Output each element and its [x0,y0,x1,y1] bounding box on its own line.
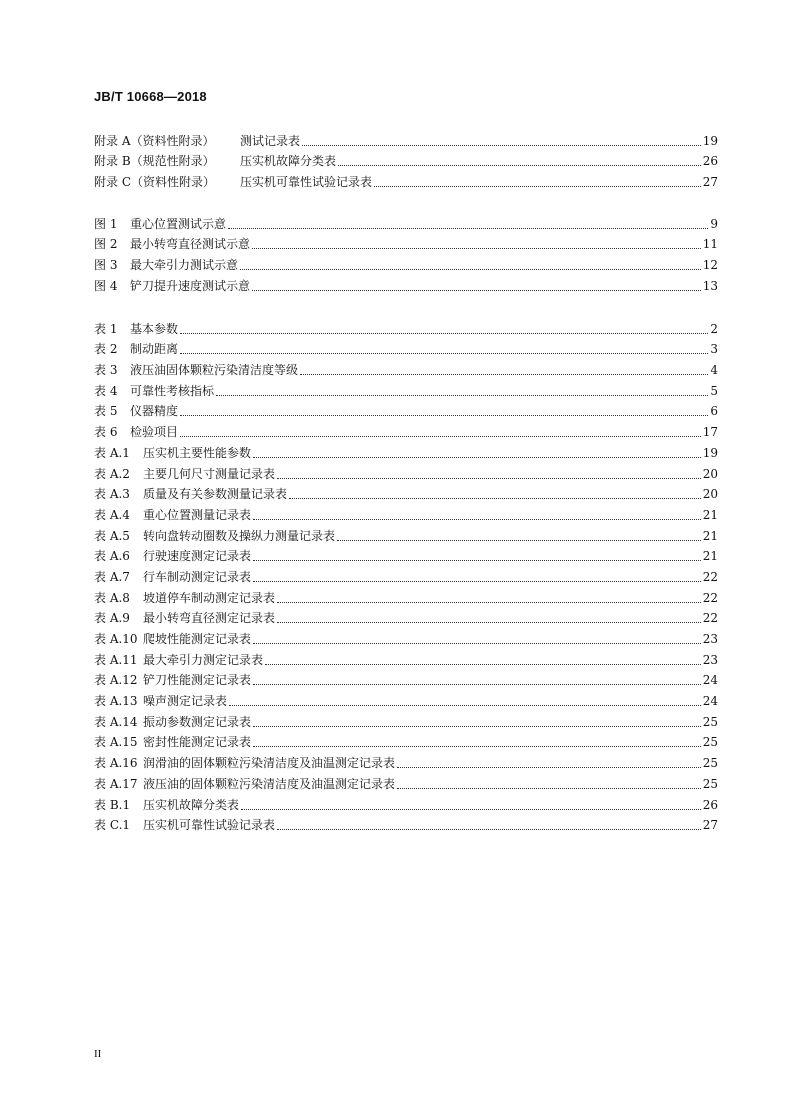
toc-entry-page: 4 [710,363,718,378]
toc-entry-title: 制动距离 [130,342,179,357]
toc-entry[interactable] [94,168,718,189]
toc-entry-title: 行驶速度测定记录表 [143,549,252,564]
toc-entry-page: 11 [702,237,718,252]
leader-dots [253,559,701,561]
toc-entry-title: 噪声测定记录表 [143,694,228,709]
toc-entry-label: 表 2 [94,342,118,357]
toc-entry-title: 仪器精度 [130,404,179,419]
toc-entry-label: 表 A.11 [94,652,138,667]
toc-entry-page: 22 [702,569,718,584]
toc-entry-page: 17 [702,425,718,440]
toc-entry-label: 表 3 [94,363,118,378]
toc-entry-label: 图 3 [94,258,118,273]
leader-dots [180,435,701,437]
toc-entry-page: 20 [702,466,718,481]
leader-dots [253,456,701,458]
toc-entry[interactable] [94,251,718,272]
leader-dots [277,601,701,603]
toc-entry-label: 表 A.8 [94,590,130,605]
toc-entry-label: 表 A.4 [94,507,130,522]
toc-entry-page: 23 [702,632,718,646]
leader-dots [180,352,708,354]
toc-entry-page: 26 [702,154,718,169]
leader-dots [277,621,701,623]
toc-entry-label: 附录 C（资料性附录） [94,175,215,190]
toc-entry-title: 主要几何尺寸测量记录表 [143,466,276,481]
leader-dots [337,539,701,541]
toc-entry[interactable] [94,315,718,336]
toc-entry-title: 坡道停车制动测定记录表 [143,590,276,605]
toc-entry[interactable] [94,418,718,439]
toc-entry-page: 25 [702,735,718,750]
leader-dots [216,394,708,396]
toc-entry-title: 密封性能测定记录表 [143,735,252,750]
toc-entry-label: 表 A.16 [94,756,138,771]
toc-tables [94,315,718,832]
toc-figures [94,210,718,293]
toc-entry-label: 表 B.1 [94,797,131,812]
toc-entry-page: 19 [702,445,718,460]
toc-entry[interactable] [94,563,718,584]
leader-dots [397,766,701,768]
toc-entry-page: 2 [710,321,718,336]
toc-entry-page: 25 [702,714,718,729]
toc-entry[interactable] [94,272,718,293]
leader-dots [338,164,701,166]
toc-entry-title: 压实机故障分类表 [240,154,337,169]
toc-entry-title: 重心位置测试示意 [130,216,227,231]
toc-entry-title: 最小转弯直径测定记录表 [143,611,276,626]
toc-entry-page: 3 [710,342,718,357]
toc-entry-page: 26 [702,797,718,812]
toc-entry-title: 液压油的固体颗粒污染清洁度及油温测定记录表 [143,776,396,791]
toc-entry-label: 表 A.6 [94,549,130,564]
leader-dots [253,580,701,582]
toc-entry-title: 压实机故障分类表 [143,797,240,812]
leader-dots [180,332,708,334]
toc-entry-title: 转向盘转动圈数及操纵力测量记录表 [143,528,336,543]
toc-entry[interactable] [94,460,718,481]
toc-entry-page: 21 [702,507,718,522]
toc-entry[interactable] [94,336,718,357]
leader-dots [397,787,701,789]
toc-entry-label: 图 1 [94,216,118,231]
toc-entry-label: 表 A.12 [94,673,138,688]
toc-entry-title: 液压油固体颗粒污染清洁度等级 [130,363,299,378]
leader-dots [253,683,701,685]
toc-entry-page: 22 [702,611,718,626]
toc-entry-page: 13 [702,278,718,293]
leader-dots [277,828,701,830]
toc-entry-title: 振动参数测定记录表 [143,714,252,729]
toc-entry-title: 最大牵引力测定记录表 [143,652,264,667]
toc-entry-label: 图 2 [94,237,118,252]
toc-entry-label: 表 A.17 [94,776,138,791]
toc-entry[interactable] [94,398,718,419]
toc-entry-title: 润滑油的固体颗粒污染清洁度及油温测定记录表 [143,756,396,771]
toc-entry-title: 铲刀性能测定记录表 [143,673,252,688]
toc-entry-title: 铲刀提升速度测试示意 [130,278,251,293]
toc-entry-page: 25 [702,776,718,791]
toc-entry[interactable] [94,605,718,626]
leader-dots [277,477,701,479]
toc-entry[interactable] [94,377,718,398]
toc-entry[interactable] [94,522,718,543]
toc-entry-title: 爬坡性能测定记录表 [143,632,252,646]
toc-entry-page: 6 [710,404,718,419]
toc-entry-page: 25 [702,756,718,771]
toc-entry-page: 24 [702,694,718,709]
toc-entry[interactable] [94,687,718,708]
toc-entry-label: 表 1 [94,321,118,336]
toc-entry-title: 质量及有关参数测量记录表 [143,487,288,502]
leader-dots [253,745,701,747]
toc-entry-label: 表 5 [94,404,118,419]
toc-entry-label: 表 A.3 [94,487,130,502]
toc-entry-label: 表 A.7 [94,569,130,584]
toc-entry[interactable] [94,501,718,522]
toc-entry-page: 27 [702,818,718,833]
toc-entry[interactable] [94,749,718,770]
leader-dots [289,497,701,499]
toc-entry-label: 表 A.9 [94,611,130,626]
toc-entry-title: 压实机可靠性试验记录表 [143,818,276,833]
leader-dots [253,642,701,644]
toc-appendices [94,127,718,189]
toc-entry-title: 基本参数 [130,321,179,336]
toc-entry-title: 检验项目 [130,425,179,440]
toc-entry-title: 压实机可靠性试验记录表 [240,175,373,190]
toc-entry-page: 21 [702,528,718,543]
toc-entry[interactable] [94,791,718,812]
toc-entry-title: 压实机主要性能参数 [143,445,252,460]
toc-entry-page: 23 [702,652,718,667]
toc-entry-page: 19 [702,133,718,148]
toc-entry-label: 表 6 [94,425,118,440]
toc-entry-title: 测试记录表 [240,133,301,148]
toc-entry-label: 表 A.10 [94,632,138,646]
toc-entry[interactable] [94,210,718,231]
toc-entry[interactable] [94,770,718,791]
toc-entry-label: 表 A.5 [94,528,130,543]
toc-entry[interactable] [94,148,718,169]
leader-dots [252,289,701,291]
toc-entry-label: 表 4 [94,383,118,398]
toc-entry[interactable] [94,439,718,460]
leader-dots [229,704,701,706]
leader-dots [241,808,701,810]
leader-dots [253,725,701,727]
toc-entry-page: 9 [710,216,718,231]
toc-entry[interactable] [94,667,718,688]
toc-entry-title: 可靠性考核指标 [130,383,215,398]
toc-entry-label: 附录 B（规范性附录） [94,154,215,169]
toc-entry-page: 20 [702,487,718,502]
toc-entry-label: 图 4 [94,278,118,293]
toc-entry[interactable] [94,356,718,377]
toc-entry[interactable] [94,812,718,833]
toc-entry-label: 表 A.14 [94,714,138,729]
toc-entry-page: 24 [702,673,718,688]
toc-entry-label: 表 A.1 [94,445,130,460]
toc-entry-page: 21 [702,549,718,564]
leader-dots [252,247,701,249]
document-code: JB/T 10668—2018 [94,89,207,104]
toc-entry-label: 表 A.15 [94,735,138,750]
toc-entry[interactable] [94,584,718,605]
toc-entry-title: 最小转弯直径测试示意 [130,237,251,252]
toc-entry-title: 最大牵引力测试示意 [130,258,239,273]
toc-entry-title: 行车制动测定记录表 [143,569,252,584]
toc-entry-label: 表 A.2 [94,466,130,481]
leader-dots [228,227,708,229]
toc-entry[interactable] [94,708,718,729]
toc-entry-label: 附录 A（资料性附录） [94,133,215,148]
toc-entry[interactable] [94,646,718,667]
toc-entry-label: 表 A.13 [94,694,138,709]
leader-dots [300,373,708,375]
leader-dots [180,414,708,416]
toc-entry-title: 重心位置测量记录表 [143,507,252,522]
leader-dots [265,663,701,665]
leader-dots [240,268,701,270]
toc-entry-page: 12 [702,258,718,273]
toc-entry-label: 表 C.1 [94,818,131,833]
page-number: II [94,1048,102,1060]
toc-entry-page: 5 [710,383,718,398]
toc-entry-page: 22 [702,590,718,605]
toc-entry[interactable] [94,543,718,564]
toc-entry[interactable] [94,729,718,750]
leader-dots [374,185,701,187]
leader-dots [253,518,701,520]
toc-entry[interactable] [94,127,718,148]
toc-entry[interactable] [94,625,718,646]
toc-entry[interactable] [94,231,718,252]
leader-dots [302,144,701,146]
toc-entry-page: 27 [702,175,718,190]
toc-entry[interactable] [94,481,718,502]
